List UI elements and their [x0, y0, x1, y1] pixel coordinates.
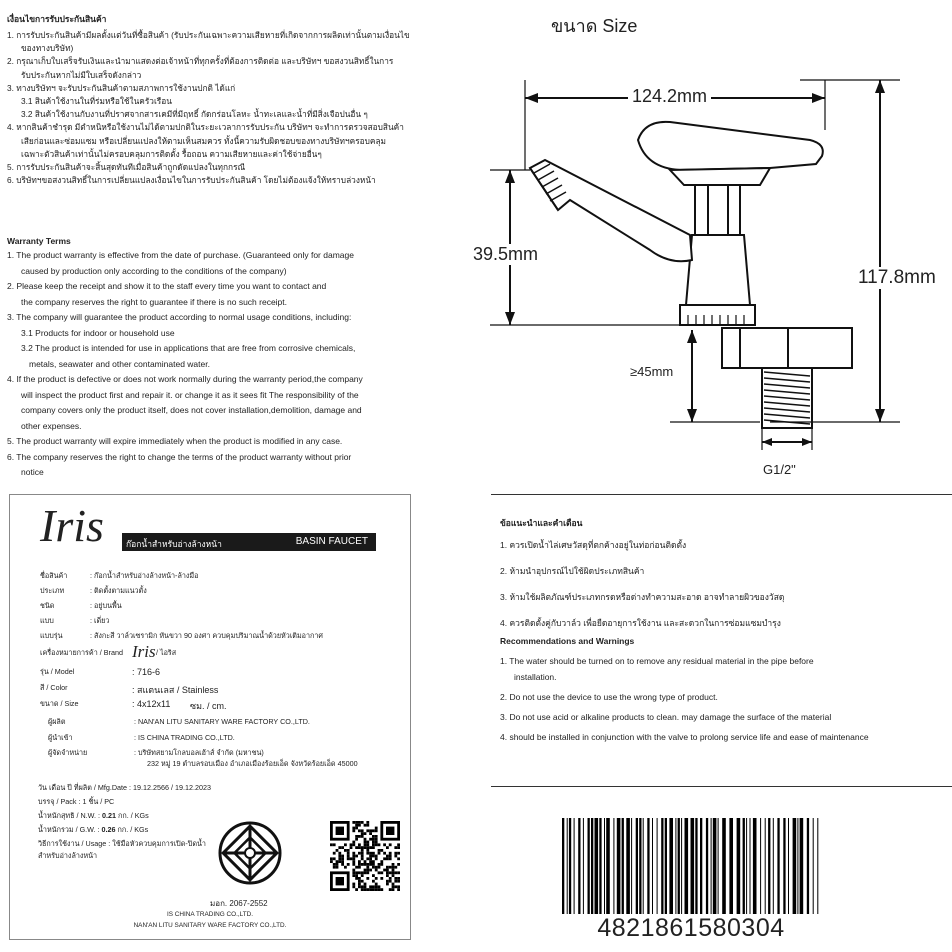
list-item: 3.1 Products for indoor or household use — [21, 327, 175, 338]
warranty-th-title: เงื่อนไขการรับประกันสินค้า — [7, 14, 107, 24]
recommend-en — [500, 636, 869, 742]
list-item: 5. การรับประกันสินค้าจะสิ้นสุดทันทีเมื่อสินค้าถูกดัดแปลงในทุกกรณี — [7, 162, 246, 173]
list-item: 3. ทางบริษัทฯ จะรับประกันสินค้าตามสภาพการใช้งานปกติ ได้แก่ — [7, 82, 236, 93]
barcode-number: 4821861580304 — [597, 914, 785, 942]
tis-certification-icon — [218, 821, 282, 885]
label-title-bar — [122, 533, 376, 551]
recommend-th-title: ข้อแนะนำและคำเตือน — [500, 518, 583, 528]
product-label: Iris ก๊อกน้ำสำหรับอ่างล้างหน้า BASIN FAUCET ชื่อสินค้า : ก๊อกน้ำสำหรับอ่างล้างหน้า-ล้างมือ ประเภท : ติดตั้งตามแนวตั้ง ชนิด : อยู่บนพื้น แบบ : เดี่ยว แบบรุ่น : สังกะสี วาล์วเซรามิก หันขวา 90 องศา ควบคุมปริมาณน้ำด้วยหัวเติมอากาศ เครื่องหมายการค้า / Brand Iris / ไอริส รุ่น / Model : 716-6 สี / Color : สแตนเลส / Stainless ขนาด / Size : 4x12x11 ซม. / cm. ผู้ผลิต : NAN'AN LITU SANITARY WARE FACTORY CO.,LTD. ผู้นำเข้า : IS CHINA TRADING CO.,LTD. ผู้จัดจำหน่าย : บริษัทสยามโกลบอลเฮ้าส์ จำกัด (มหาชน) 232 หมู่ 19 ตำบลรอบเมือง อำเภอเมืองร้อยเอ็ด จังหวัดร้อยเอ็ด 45000 วัน เดือน ปี ที่ผลิต / Mfg.Date : 19.12.2566 / 19.12.2023 บรรจุ / Pack : 1 ชิ้น / PC น้ำหนักสุทธิ / N.W. : 0.21 กก. / KGs น้ำหนักรวม / G.W. : 0.26 กก. / KGs วิธีการใช้งาน / Usage : ใช้มือหัวควบคุมการเปิด-ปิดน้ำ สำหรับอ่างล้างหน้า มอก. 2067-2552 IS CHINA TRADING CO.,LTD. NAN'AN LITU SANITARY WARE FACTORY CO.,LTD. — [9, 494, 411, 940]
list-item: 6. บริษัทฯขอสงวนสิทธิ์ในการเปลี่ยนแปลงเงื่อนไขในการรับประกันสินค้า โดยไม่ต้องแจ้งให้ทราบล่วงหน้า — [7, 175, 376, 186]
list-item: 2. กรุณาเก็บใบเสร็จรับเงินและนำมาแสดงต่อเจ้าหน้าที่ทุกครั้งที่ต้องการติดต่อ และบริษัทฯ ขอสงวนสิทธิ์ในการ — [7, 56, 394, 67]
list-item: metals, seawater and other contaminated water. — [29, 358, 210, 369]
list-item: will inspect the product first and repair it. or change it as it sees fit The responsibility of the — [21, 389, 359, 400]
label-footer-1: IS CHINA TRADING CO.,LTD. — [166, 911, 254, 918]
list-item: 4. ควรติดตั้งคู่กับวาล์ว เพื่อยืดอายุการใช้งาน และสะดวกในการซ่อมแซมบำรุง — [500, 618, 781, 628]
brand-logo: Iris — [40, 500, 104, 551]
list-item: 2. Please keep the receipt and show it to the staff every time you want to contact and — [7, 281, 327, 291]
list-item: notice — [21, 467, 44, 477]
list-item: 2. ห้ามนำอุปกรณ์ไปใช้ผิดประเภทสินค้า — [500, 566, 645, 576]
dim-connector: G1/2" — [763, 462, 796, 477]
list-item: 3. ห้ามใช้ผลิตภัณฑ์ประเภทกรดหรือด่างทำความสะอาด อาจทำลายผิวของวัสดุ — [500, 592, 785, 602]
label-subtitle-th: ก๊อกน้ำสำหรับอ่างล้างหน้า — [126, 539, 222, 549]
list-item: 1. การรับประกันสินค้ามีผลตั้งแต่วันที่ซื้อสินค้า (รับประกันเฉพาะความเสียหายที่เกิดจากการผลิตเท่านั้นตามเงื่อนไข — [7, 30, 410, 40]
label-tis: มอก. 2067-2552 — [210, 899, 268, 908]
recommend-en-title: Recommendations and Warnings — [500, 636, 635, 646]
list-item: company covers only the product itself, does not cover installation,demolition, damage and — [21, 405, 362, 415]
list-item: caused by production only according to the conditions of the company) — [21, 265, 287, 276]
label-mfg: วัน เดือน ปี ที่ผลิต / Mfg.Date : 19.12.2566 / 19.12.2023 — [38, 783, 211, 792]
size-title: ขนาด Size — [551, 16, 638, 36]
list-item: the company reserves the right to guarantee if there is no such receipt. — [21, 296, 288, 307]
qr-code-icon — [330, 821, 400, 891]
list-item: 4. If the product is defective or does not work normally during the warranty period,the company — [7, 374, 363, 384]
label-footer-2: NAN'AN LITU SANITARY WARE FACTORY CO.,LTD. — [133, 922, 287, 929]
dim-spout: 39.5mm — [473, 244, 539, 264]
list-item: ของทางบริษัท) — [21, 43, 74, 54]
label-nw: น้ำหนักสุทธิ / N.W. : 0.21 กก. / KGs — [38, 811, 149, 820]
dim-thread: ≥45mm — [630, 364, 674, 379]
list-item: 3. The company will guarantee the product according to normal usage conditions, including: — [7, 312, 352, 322]
list-item: 5. The product warranty will expire immediately when the product is modified in any case. — [7, 436, 343, 446]
list-item: เสียก่อนและซ่อมแซม หรือเปลี่ยนแปลงให้ตามเห็นสมควร ทั้งนี้ความรับผิดชอบของทางบริษัทฯครอบคลุม — [21, 135, 387, 146]
list-item: 3.2 สินค้าใช้งานกับงานที่ปราศจากสารเคมีที่มีฤทธิ์ กัดกร่อนโลหะ น้ำทะเลและน้ำที่มีสิ่งเจือปนอื่น ๆ — [21, 109, 368, 120]
barcode-icon — [562, 818, 820, 918]
dim-height: 117.8mm — [858, 267, 936, 288]
label-usage: วิธีการใช้งาน / Usage : ใช้มือหัวควบคุมการเปิด-ปิดน้ำ — [38, 839, 206, 848]
list-item: 1. ควรเปิดน้ำไล่เศษวัสดุที่ตกค้างอยู่ในท่อก่อนติดตั้ง — [500, 540, 687, 550]
warranty-en — [7, 236, 363, 481]
dim-width: 124.2mm — [628, 86, 711, 107]
recommend-th — [500, 516, 784, 630]
label-subtitle-en: BASIN FAUCET — [295, 536, 368, 547]
list-item: 2. Do not use the device to use the wrong type of product. — [500, 692, 718, 702]
brand-small: Iris — [132, 642, 156, 661]
list-item: 3. Do not use acid or alkaline products to clean. may damage the surface of the material — [500, 712, 832, 722]
label-pack: บรรจุ / Pack : 1 ชิ้น / PC — [38, 797, 115, 806]
list-item: 4. should be installed in conjunction with the valve to prolong service life and ease of maintenance — [500, 732, 869, 742]
label-usage-2: สำหรับอ่างล้างหน้า — [38, 851, 98, 860]
warranty-en-title: Warranty Terms — [7, 236, 71, 246]
divider — [491, 786, 952, 787]
label-gw: น้ำหนักรวม / G.W. : 0.26 กก. / KGs — [38, 825, 149, 834]
warranty-th — [7, 12, 410, 187]
list-item: installation. — [514, 672, 557, 682]
list-item: 3.2 The product is intended for use in applications that are free from corrosive chemicals, — [21, 343, 356, 353]
list-item: 1. The water should be turned on to remove any residual material in the pipe before — [500, 656, 814, 666]
list-item: 4. หากสินค้าชำรุด มีตำหนิหรือใช้งานไม่ได้ตามปกติในระยะเวลาการรับประกัน บริษัทฯ จะทำการตรวจสอบสินค้า — [7, 122, 404, 133]
list-item: เฉพาะตัวสินค้าเท่านั้นไม่ครอบคลุมการติดตั้ง รื้อถอน ความเสียหายและค่าใช้จ่ายอื่นๆ — [21, 148, 322, 159]
list-item: รับประกันหากไม่มีใบเสร็จดังกล่าว — [21, 69, 142, 80]
list-item: other expenses. — [21, 420, 82, 431]
divider — [491, 494, 952, 495]
list-item: 6. The company reserves the right to change the terms of the product warranty without prior — [7, 451, 352, 462]
list-item: 3.1 สินค้าใช้งานในที่ร่มหรือใช้ในครัวเรือน — [21, 96, 172, 107]
label-address: 232 หมู่ 19 ตำบลรอบเมือง อำเภอเมืองร้อยเอ็ด จังหวัดร้อยเอ็ด 45000 — [147, 759, 358, 768]
list-item: 1. The product warranty is effective from the date of purchase. (Guaranteed only for damage — [7, 250, 354, 260]
